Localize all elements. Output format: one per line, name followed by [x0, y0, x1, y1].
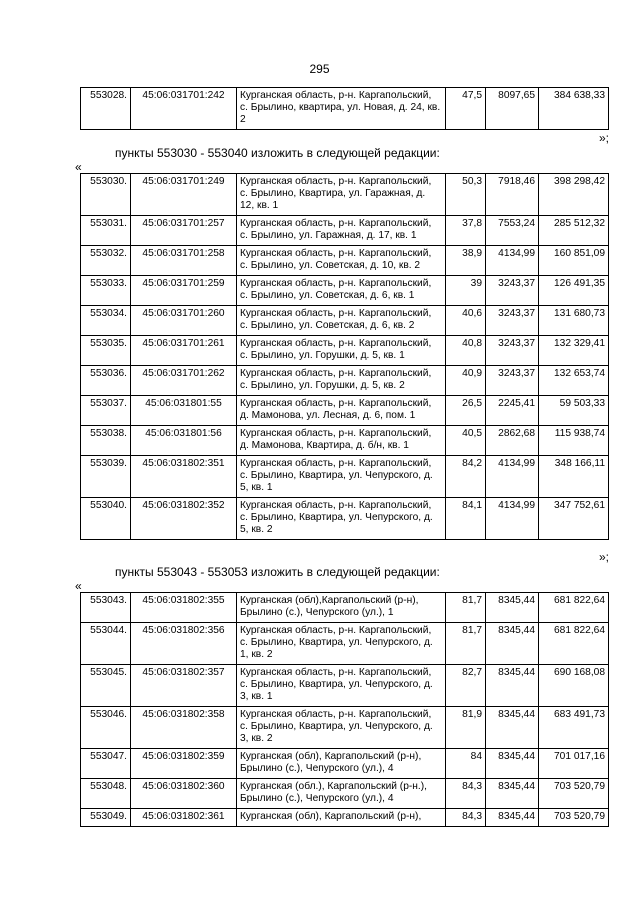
table-row: [81, 276, 609, 306]
total-value-cell: 347 752,61: [539, 498, 609, 540]
total-value-cell: 132 653,74: [539, 366, 609, 396]
address-cell: Курганская (обл), Каргапольский (р-н), Брылино (с.), Чепурского (ул.), 4: [237, 749, 446, 779]
area-value-cell: 40,5: [446, 426, 486, 456]
price-value-cell: 7553,24: [486, 216, 539, 246]
registry-table-2: [80, 173, 609, 540]
cadastral-number-cell: 45:06:031701:249: [131, 174, 237, 216]
address-cell: Курганская (обл.), Каргапольский (р-н.), Брылино (с.), Чепурского (ул.), 4: [237, 779, 446, 809]
price-value-cell: 8345,44: [486, 665, 539, 707]
opening-quote-2: «: [75, 579, 82, 593]
address-cell: Курганская область, р-н. Каргапольский, с. Брылино, Квартира, ул. Гаражная, д. 12, кв. 1: [237, 174, 446, 216]
area-value-cell: 81,9: [446, 707, 486, 749]
address-cell: Курганская (обл), Каргапольский (р-н),: [237, 809, 446, 827]
table-row: [81, 174, 609, 216]
address-cell: Курганская область, р-н. Каргапольский, с. Брылино, ул. Горушки, д. 5, кв. 2: [237, 366, 446, 396]
total-value-cell: 701 017,16: [539, 749, 609, 779]
address-cell: Курганская область, р-н. Каргапольский, с. Брылино, Квартира, ул. Чепурского, д. 5, кв. 2: [237, 498, 446, 540]
address-cell: Курганская область, р-н. Каргапольский, с. Брылино, ул. Советская, д. 6, кв. 1: [237, 276, 446, 306]
total-value-cell: 703 520,79: [539, 779, 609, 809]
table-body: [81, 174, 609, 540]
area-value-cell: 84,2: [446, 456, 486, 498]
row-number-cell: 553036.: [81, 366, 131, 396]
cadastral-number-cell: 45:06:031802:360: [131, 779, 237, 809]
area-value-cell: 84,3: [446, 809, 486, 827]
row-number-cell: 553030.: [81, 174, 131, 216]
row-number-cell: 553039.: [81, 456, 131, 498]
closing-quote-1: »;: [598, 131, 609, 145]
row-number-cell: 553028.: [81, 88, 131, 130]
address-cell: Курганская (обл),Каргапольский (р-н), Брылино (с.), Чепурского (ул.), 1: [237, 593, 446, 623]
table-row: [81, 336, 609, 366]
total-value-cell: 285 512,32: [539, 216, 609, 246]
address-cell: Курганская область, р-н. Каргапольский, с. Брылино, Квартира, ул. Чепурского, д. 1, кв. 2: [237, 623, 446, 665]
area-value-cell: 84,3: [446, 779, 486, 809]
price-value-cell: 3243,37: [486, 276, 539, 306]
row-number-cell: 553038.: [81, 426, 131, 456]
table-row: [81, 707, 609, 749]
table-row: [81, 779, 609, 809]
address-cell: Курганская область, р-н. Каргапольский, с. Брылино, квартира, ул. Новая, д. 24, кв. 2: [237, 88, 446, 130]
row-number-cell: 553034.: [81, 306, 131, 336]
area-value-cell: 84,1: [446, 498, 486, 540]
total-value-cell: 384 638,33: [539, 88, 609, 130]
cadastral-number-cell: 45:06:031701:242: [131, 88, 237, 130]
row-number-cell: 553047.: [81, 749, 131, 779]
price-value-cell: 3243,37: [486, 306, 539, 336]
area-value-cell: 26,5: [446, 396, 486, 426]
address-cell: Курганская область, р-н. Каргапольский, с. Брылино, Квартира, ул. Чепурского, д. 5, кв. 1: [237, 456, 446, 498]
instruction-text-1: пункты 553030 - 553040 изложить в следующей редакции:: [115, 146, 440, 160]
row-number-cell: 553046.: [81, 707, 131, 749]
cadastral-number-cell: 45:06:031801:55: [131, 396, 237, 426]
address-cell: Курганская область, р-н. Каргапольский, д. Мамонова, ул. Лесная, д. 6, пом. 1: [237, 396, 446, 426]
price-value-cell: 4134,99: [486, 498, 539, 540]
total-value-cell: 115 938,74: [539, 426, 609, 456]
price-value-cell: 8345,44: [486, 779, 539, 809]
row-number-cell: 553032.: [81, 246, 131, 276]
cadastral-number-cell: 45:06:031802:358: [131, 707, 237, 749]
table-row: [81, 665, 609, 707]
table-row: [81, 593, 609, 623]
row-number-cell: 553049.: [81, 809, 131, 827]
table-row: [81, 396, 609, 426]
closing-quote-2: »;: [598, 550, 609, 564]
cadastral-number-cell: 45:06:031802:361: [131, 809, 237, 827]
price-value-cell: 3243,37: [486, 366, 539, 396]
area-value-cell: 37,8: [446, 216, 486, 246]
address-cell: Курганская область, р-н. Каргапольский, с. Брылино, ул. Советская, д. 6, кв. 2: [237, 306, 446, 336]
area-value-cell: 84: [446, 749, 486, 779]
table-body: [81, 88, 609, 130]
cadastral-number-cell: 45:06:031802:356: [131, 623, 237, 665]
row-number-cell: 553035.: [81, 336, 131, 366]
area-value-cell: 38,9: [446, 246, 486, 276]
area-value-cell: 82,7: [446, 665, 486, 707]
area-value-cell: 50,3: [446, 174, 486, 216]
cadastral-number-cell: 45:06:031701:258: [131, 246, 237, 276]
address-cell: Курганская область, р-н. Каргапольский, с. Брылино, ул. Советская, д. 10, кв. 2: [237, 246, 446, 276]
cadastral-number-cell: 45:06:031701:261: [131, 336, 237, 366]
total-value-cell: 59 503,33: [539, 396, 609, 426]
area-value-cell: 40,8: [446, 336, 486, 366]
total-value-cell: 681 822,64: [539, 623, 609, 665]
table-row: [81, 426, 609, 456]
table-body: [81, 593, 609, 827]
table-row: [81, 366, 609, 396]
row-number-cell: 553031.: [81, 216, 131, 246]
area-value-cell: 81,7: [446, 593, 486, 623]
cadastral-number-cell: 45:06:031701:262: [131, 366, 237, 396]
opening-quote-1: «: [75, 160, 82, 174]
price-value-cell: 8345,44: [486, 809, 539, 827]
registry-table-1: [80, 87, 609, 130]
address-cell: Курганская область, р-н. Каргапольский, д. Мамонова, Квартира, д. б/н, кв. 1: [237, 426, 446, 456]
address-cell: Курганская область, р-н. Каргапольский, с. Брылино, Квартира, ул. Чепурского, д. 3, кв. 1: [237, 665, 446, 707]
table-row: [81, 498, 609, 540]
price-value-cell: 3243,37: [486, 336, 539, 366]
total-value-cell: 348 166,11: [539, 456, 609, 498]
total-value-cell: 681 822,64: [539, 593, 609, 623]
price-value-cell: 2245,41: [486, 396, 539, 426]
cadastral-number-cell: 45:06:031701:259: [131, 276, 237, 306]
area-value-cell: 47,5: [446, 88, 486, 130]
table-row: [81, 246, 609, 276]
table-row: [81, 88, 609, 130]
area-value-cell: 39: [446, 276, 486, 306]
table-row: [81, 623, 609, 665]
area-value-cell: 81,7: [446, 623, 486, 665]
row-number-cell: 553040.: [81, 498, 131, 540]
page-number: 295: [309, 62, 330, 76]
price-value-cell: 8345,44: [486, 707, 539, 749]
cadastral-number-cell: 45:06:031802:357: [131, 665, 237, 707]
row-number-cell: 553037.: [81, 396, 131, 426]
table-row: [81, 216, 609, 246]
total-value-cell: 683 491,73: [539, 707, 609, 749]
price-value-cell: 8345,44: [486, 749, 539, 779]
area-value-cell: 40,9: [446, 366, 486, 396]
address-cell: Курганская область, р-н. Каргапольский, с. Брылино, ул. Горушки, д. 5, кв. 1: [237, 336, 446, 366]
row-number-cell: 553044.: [81, 623, 131, 665]
row-number-cell: 553033.: [81, 276, 131, 306]
price-value-cell: 4134,99: [486, 456, 539, 498]
total-value-cell: 126 491,35: [539, 276, 609, 306]
price-value-cell: 2862,68: [486, 426, 539, 456]
total-value-cell: 703 520,79: [539, 809, 609, 827]
table-row: [81, 809, 609, 827]
cadastral-number-cell: 45:06:031802:359: [131, 749, 237, 779]
registry-table-3: [80, 592, 609, 827]
table-row: [81, 749, 609, 779]
row-number-cell: 553048.: [81, 779, 131, 809]
cadastral-number-cell: 45:06:031701:257: [131, 216, 237, 246]
row-number-cell: 553043.: [81, 593, 131, 623]
price-value-cell: 4134,99: [486, 246, 539, 276]
address-cell: Курганская область, р-н. Каргапольский, с. Брылино, ул. Гаражная, д. 17, кв. 1: [237, 216, 446, 246]
address-cell: Курганская область, р-н. Каргапольский, с. Брылино, Квартира, ул. Чепурского, д. 3, кв. 2: [237, 707, 446, 749]
cadastral-number-cell: 45:06:031802:352: [131, 498, 237, 540]
price-value-cell: 8345,44: [486, 623, 539, 665]
cadastral-number-cell: 45:06:031701:260: [131, 306, 237, 336]
cadastral-number-cell: 45:06:031801:56: [131, 426, 237, 456]
total-value-cell: 690 168,08: [539, 665, 609, 707]
total-value-cell: 132 329,41: [539, 336, 609, 366]
cadastral-number-cell: 45:06:031802:351: [131, 456, 237, 498]
table-row: [81, 456, 609, 498]
price-value-cell: 8097,65: [486, 88, 539, 130]
instruction-text-2: пункты 553043 - 553053 изложить в следующей редакции:: [115, 565, 440, 579]
row-number-cell: 553045.: [81, 665, 131, 707]
area-value-cell: 40,6: [446, 306, 486, 336]
total-value-cell: 398 298,42: [539, 174, 609, 216]
total-value-cell: 131 680,73: [539, 306, 609, 336]
cadastral-number-cell: 45:06:031802:355: [131, 593, 237, 623]
total-value-cell: 160 851,09: [539, 246, 609, 276]
price-value-cell: 7918,46: [486, 174, 539, 216]
price-value-cell: 8345,44: [486, 593, 539, 623]
table-row: [81, 306, 609, 336]
